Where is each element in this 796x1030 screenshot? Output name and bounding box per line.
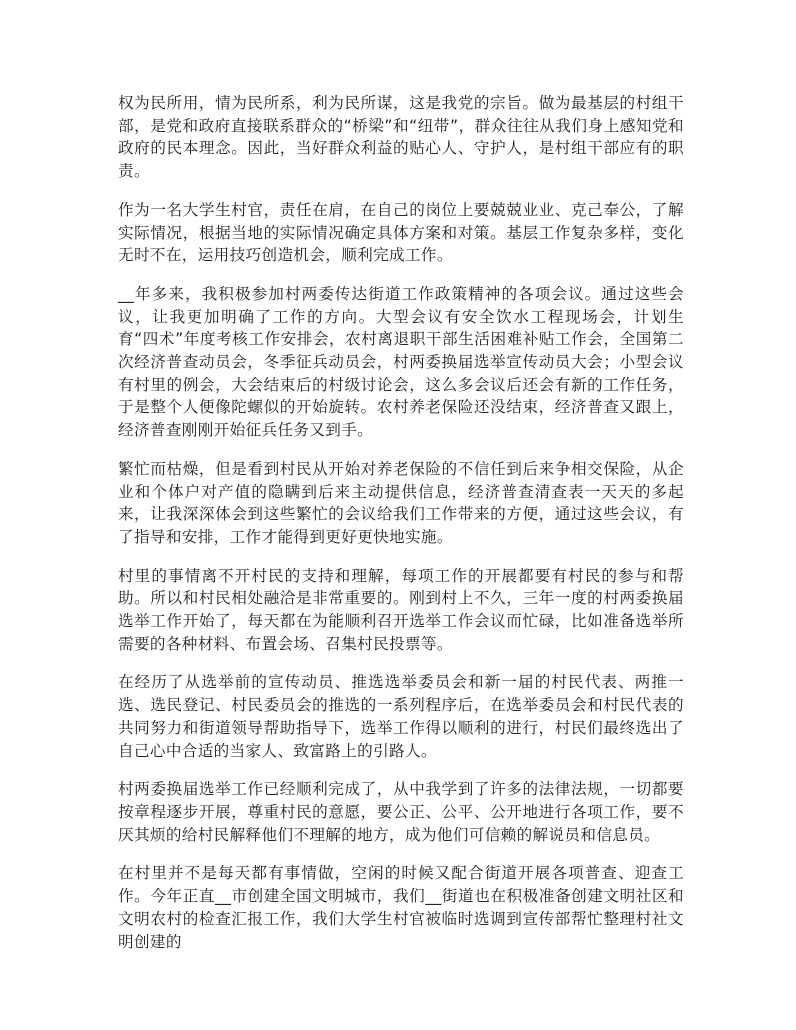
document-page xyxy=(118,92,684,969)
paragraph-6: 在经历了从选举前的宣传动员、推选选举委员会和新一届的村民代表、两推一选、选民登记、村民委员会的推选的一系列程序后，在选举委员会和村民代表的共同努力和街道领导帮助指导下，选举工作得以顺利的进行，村民们最终选出了自己心中合适的当家人、致富路上的引路人。 xyxy=(118,673,684,760)
paragraph-1: 权为民所用，情为民所系，利为民所谋，这是我党的宗旨。做为最基层的村组干部，是党和政府直接联系群众的“桥梁”和“纽带”，群众往往从我们身上感知党和政府的民本理念。因此，当好群众利益的贴心人、守护人，是村组干部应有的职责。 xyxy=(118,94,684,181)
paragraph-5: 村里的事情离不开村民的支持和理解，每项工作的开展都要有村民的参与和帮助。所以和村民相处融洽是非常重要的。刚到村上不久，三年一度的村两委换届选举工作开始了，每天都在为能顺利召开选举工作会议而忙碌，比如准备选举所需要的各种材料、布置会场、召集村民投票等。 xyxy=(118,566,684,653)
paragraph-2: 作为一名大学生村官，责任在肩，在自己的岗位上要兢兢业业、克己奉公，了解实际情况，根据当地的实际情况确定具体方案和对策。基层工作复杂多样，变化无时不在，运用技巧创造机会，顺利完成工作。 xyxy=(118,200,684,265)
paragraph-3: __年多来，我积极参加村两委传达街道工作政策精神的各项会议。通过这些会议，让我更加明确了工作的方向。大型会议有安全饮水工程现场会，计划生育“四术”年度考核工作安排会，农村离退职干部生活困难补贴工作会，全国第二次经济普查动员会，冬季征兵动员会，村两委换届选举宣传动员大会；小型会议有村里的例会，大会结束后的村级讨论会，这么多会议后还会有新的工作任务，于是整个人便像陀螺似的开始旋转。农村养老保险还没结束，经济普查又跟上，经济普查刚刚开始征兵任务又到手。 xyxy=(118,284,684,440)
paragraph-7: 村两委换届选举工作已经顺利完成了，从中我学到了许多的法律法规，一切都要按章程逐步开展，尊重村民的意愿，要公正、公平、公开地进行各项工作，要不厌其烦的给村民解释他们不理解的地方，成为他们可信赖的解说员和信息员。 xyxy=(118,780,684,844)
paragraph-4: 繁忙而枯燥，但是看到村民从开始对养老保险的不信任到后来争相交保险，从企业和个体户对产值的隐瞒到后来主动提供信息，经济普查清查表一天天的多起来，让我深深体会到这些繁忙的会议给我们工作带来的方便，通过这些会议，有了指导和安排，工作才能得到更好更快地实施。 xyxy=(118,459,684,546)
paragraph-8: 在村里并不是每天都有事情做，空闲的时候又配合街道开展各项普查、迎查工作。今年正直__市创建全国文明城市，我们__街道也在积极准备创建文明社区和文明农村的检查汇报工作，我们大学生村官被临时选调到宣传部帮忙整理村社文明创建的 xyxy=(118,864,684,951)
